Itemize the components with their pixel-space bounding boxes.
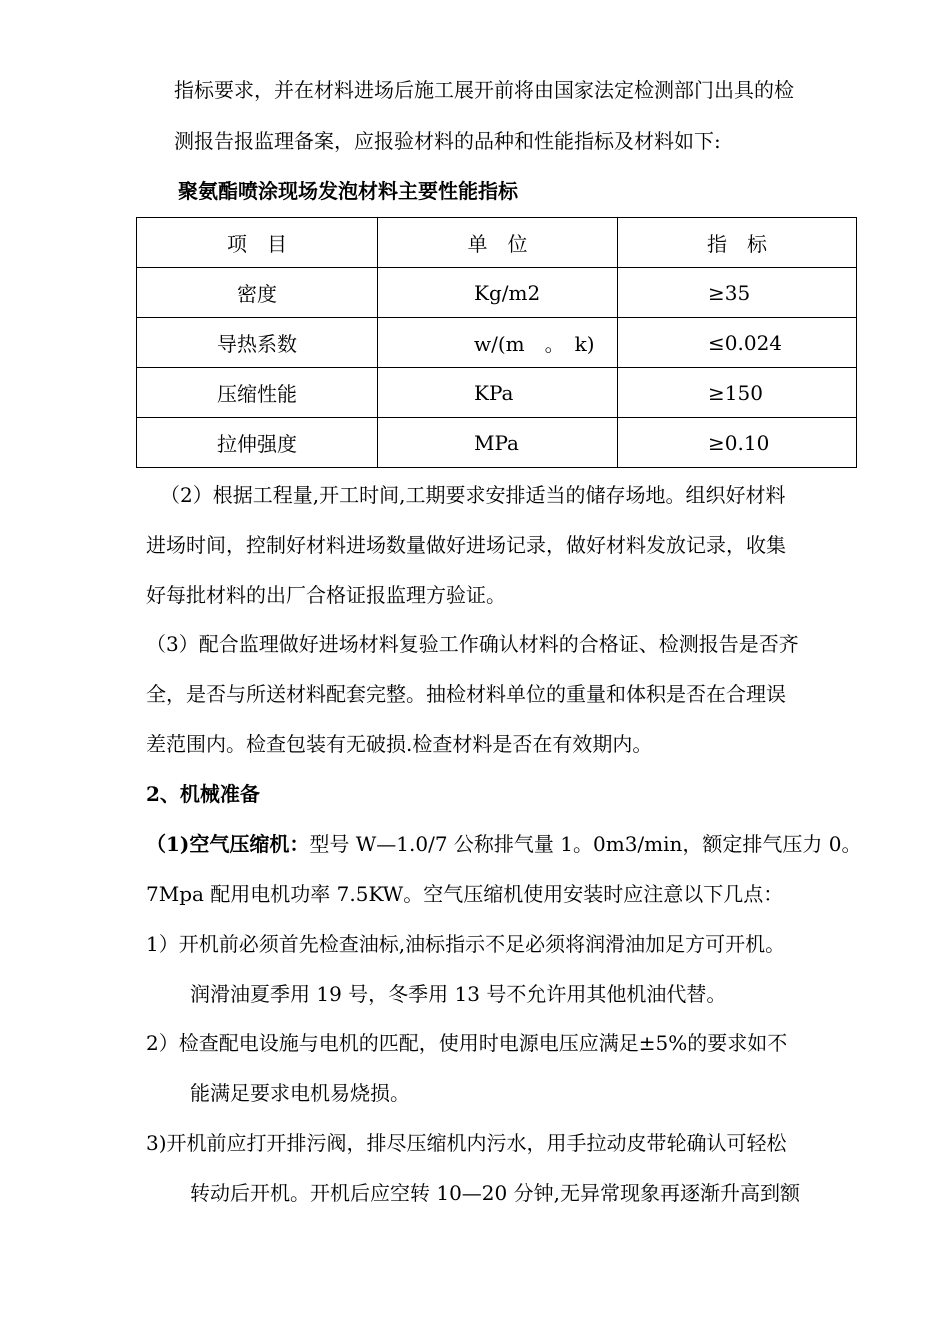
table-title: 聚氨酯喷涂现场发泡材料主要性能指标 xyxy=(178,179,518,203)
compressor-label: （1)空气压缩机： xyxy=(146,832,310,856)
table-cell: ≥0.10 xyxy=(618,418,857,468)
list-item-continuation: 润滑油夏季用 19 号，冬季用 13 号不允许用其他机油代替。 xyxy=(190,982,727,1006)
paragraph-line: 测报告报监理备案，应报验材料的品种和性能指标及材料如下: xyxy=(174,129,721,153)
table-cell: KPa xyxy=(378,368,618,418)
list-item: 3)开机前应打开排污阀，排尽压缩机内污水，用手拉动皮带轮确认可轻松 xyxy=(146,1131,787,1155)
table-cell: w/(m 。 k) xyxy=(378,318,618,368)
section-heading: 2、机械准备 xyxy=(146,782,260,806)
list-item: 2）检查配电设施与电机的匹配，使用时电源电压应满足±5%的要求如不 xyxy=(146,1031,788,1055)
spec-table xyxy=(136,217,857,468)
table-cell: 密度 xyxy=(137,268,378,318)
table-row xyxy=(137,418,857,468)
paragraph-line: 全，是否与所送材料配套完整。抽检材料单位的重量和体积是否在合理误 xyxy=(146,682,786,706)
compressor-spec: 型号 W—1.0/7 公称排气量 1。0m3/min，额定排气压力 0。 xyxy=(309,832,862,856)
table-row xyxy=(137,368,857,418)
table-cell: ≥150 xyxy=(618,368,857,418)
table-cell: ≥35 xyxy=(618,268,857,318)
paragraph-line: 差范围内。检查包装有无破损.检查材料是否在有效期内。 xyxy=(146,732,653,756)
paragraph-line: 进场时间，控制好材料进场数量做好进场记录，做好材料发放记录，收集 xyxy=(146,533,786,557)
list-item-continuation: 能满足要求电机易烧损。 xyxy=(190,1081,410,1105)
table-cell: 拉伸强度 xyxy=(137,418,378,468)
table-header-row xyxy=(137,218,857,268)
paragraph-line: 好每批材料的出厂合格证报监理方验证。 xyxy=(146,583,506,607)
table-row xyxy=(137,318,857,368)
list-item-continuation: 转动后开机。开机后应空转 10—20 分钟,无异常现象再逐渐升高到额 xyxy=(190,1181,800,1205)
list-item: 1）开机前必须首先检查油标,油标指示不足必须将润滑油加足方可开机。 xyxy=(146,932,786,956)
table-cell: Kg/m2 xyxy=(378,268,618,318)
paragraph-line: （3）配合监理做好进场材料复验工作确认材料的合格证、检测报告是否齐 xyxy=(146,632,799,656)
paragraph-line: 7Mpa 配用电机功率 7.5KW。空气压缩机使用安装时应注意以下几点： xyxy=(146,882,784,906)
paragraph-line: （2）根据工程量,开工时间,工期要求安排适当的储存场地。组织好材料 xyxy=(160,483,786,507)
table-cell: ≤0.024 xyxy=(618,318,857,368)
table-cell: MPa xyxy=(378,418,618,468)
header-unit: 单 位 xyxy=(378,218,618,268)
table-row xyxy=(137,268,857,318)
header-spec: 指 标 xyxy=(618,218,857,268)
header-item: 项 目 xyxy=(137,218,378,268)
table-cell: 导热系数 xyxy=(137,318,378,368)
table-cell: 压缩性能 xyxy=(137,368,378,418)
paragraph-line: 指标要求，并在材料进场后施工展开前将由国家法定检测部门出具的检 xyxy=(174,78,794,102)
paragraph-line xyxy=(146,830,862,858)
